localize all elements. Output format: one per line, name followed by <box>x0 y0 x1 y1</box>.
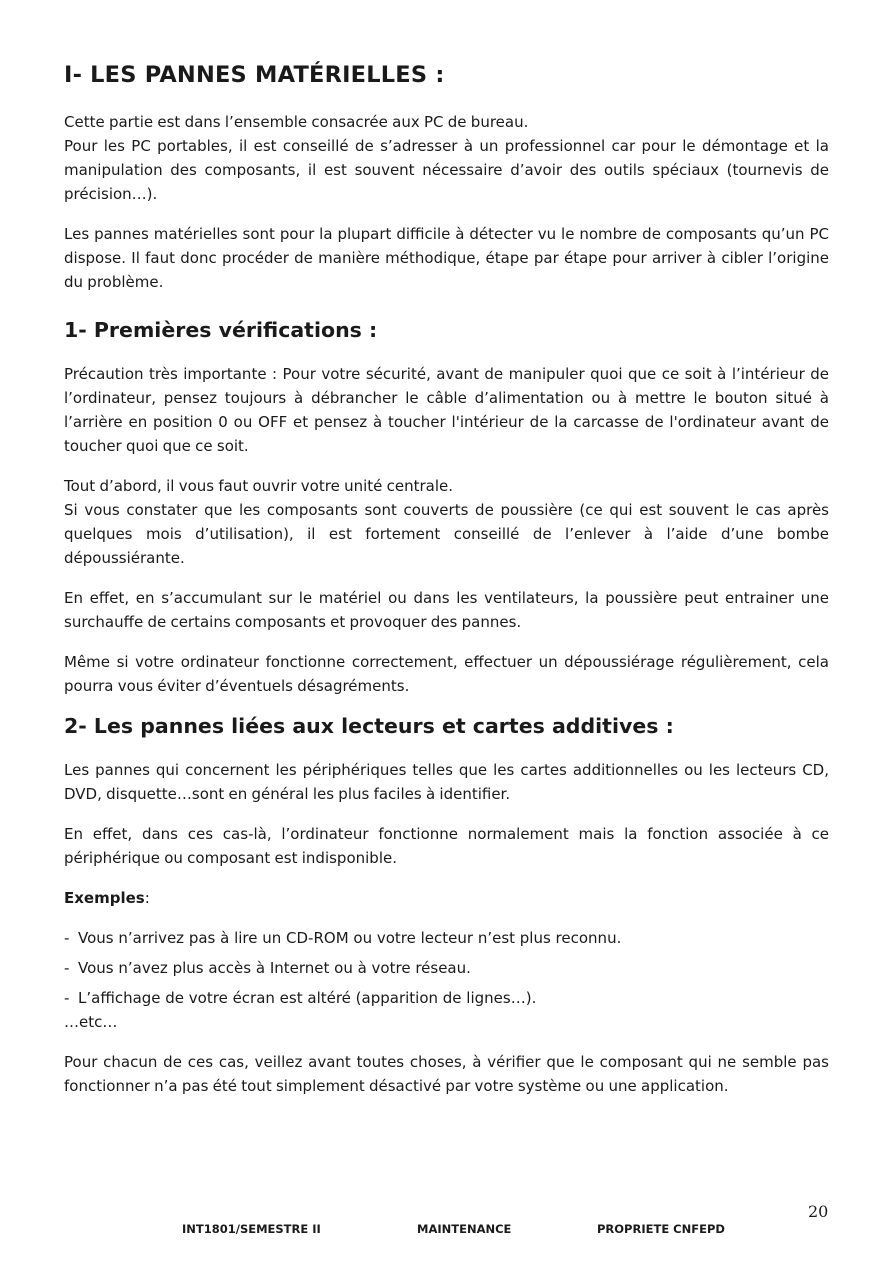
section-1-paragraph-2-line-2: Si vous constater que les composants sont couverts de poussière (ce qui est souvent le cas après quelques mois d’utilisation), il est fortement conseillé de l’enlever à l’aide d’une bombe dépoussiérante. <box>64 501 829 567</box>
bullet-dash: - <box>64 989 70 1007</box>
list-item <box>64 986 829 1010</box>
section-2-heading: 2- Les pannes liées aux lecteurs et cartes additives : <box>64 714 674 738</box>
intro-line-2: Pour les PC portables, il est conseillé de s’adresser à un professionnel car pour le démontage et la manipulation des composants, il est souvent nécessaire d’avoir des outils spéciaux (tournevis de précision…). <box>64 137 829 203</box>
examples-colon: : <box>144 889 150 907</box>
section-2-paragraph-2: En effet, dans ces cas-là, l’ordinateur fonctionne normalement mais la fonction associée à ce périphérique ou composant est indisponible. <box>64 825 829 867</box>
examples-label-line <box>64 886 829 910</box>
list-item-text: L’affichage de votre écran est altéré (apparition de lignes…). <box>78 989 537 1007</box>
bullet-dash: - <box>64 929 70 947</box>
section-1-paragraph-2-line-1: Tout d’abord, il vous faut ouvrir votre unité centrale. <box>64 477 454 495</box>
section-1-heading: 1- Premières vérifications : <box>64 318 378 342</box>
section-2-paragraph-3: Pour chacun de ces cas, veillez avant toutes choses, à vérifier que le composant qui ne semble pas fonctionner n’a pas été tout simplement désactivé par votre système ou une application. <box>64 1053 829 1095</box>
list-item <box>64 956 829 980</box>
section-1-paragraph-2 <box>64 474 829 570</box>
intro-line-1: Cette partie est dans l’ensemble consacrée aux PC de bureau. <box>64 113 529 131</box>
section-1-paragraph-1: Précaution très importante : Pour votre sécurité, avant de manipuler quoi que ce soit à l’intérieur de l’ordinateur, pensez toujours à débrancher le câble d’alimentation ou à mettre le bouton situé à l’arrière en position 0 ou OFF et pensez à toucher l'intérieur de la carcasse de l'ordinateur avant de toucher quoi que ce soit. <box>64 365 829 455</box>
list-item <box>64 926 829 950</box>
page-title: I- LES PANNES MATÉRIELLES : <box>64 62 445 88</box>
intro-paragraph-1 <box>64 110 829 206</box>
section-2-paragraph-1: Les pannes qui concernent les périphériques telles que les cartes additionnelles ou les lecteurs CD, DVD, disquette…sont en général les plus faciles à identifier. <box>64 761 829 803</box>
footer-subject: MAINTENANCE <box>417 1222 512 1236</box>
intro-paragraph-2: Les pannes matérielles sont pour la plupart difficile à détecter vu le nombre de composants qu’un PC dispose. Il faut donc procéder de manière méthodique, étape par étape pour arriver à cibler l’origine du problème. <box>64 225 829 291</box>
document-page <box>64 62 829 1114</box>
etc-text: …etc… <box>64 1013 118 1031</box>
footer-owner: PROPRIETE CNFEPD <box>597 1222 725 1236</box>
section-1-paragraph-3: En effet, en s’accumulant sur le matériel ou dans les ventilateurs, la poussière peut entrainer une surchauffe de certains composants et provoquer des pannes. <box>64 589 829 631</box>
list-item-text: Vous n’arrivez pas à lire un CD-ROM ou votre lecteur n’est plus reconnu. <box>78 929 622 947</box>
list-item-text: Vous n’avez plus accès à Internet ou à votre réseau. <box>78 959 471 977</box>
bullet-dash: - <box>64 959 70 977</box>
page-number: 20 <box>808 1202 829 1221</box>
section-1-paragraph-4: Même si votre ordinateur fonctionne correctement, effectuer un dépoussiérage régulièrement, cela pourra vous éviter d’éventuels désagréments. <box>64 653 829 695</box>
examples-label: Exemples <box>64 889 145 907</box>
footer-course-code: INT1801/SEMESTRE II <box>182 1222 321 1236</box>
